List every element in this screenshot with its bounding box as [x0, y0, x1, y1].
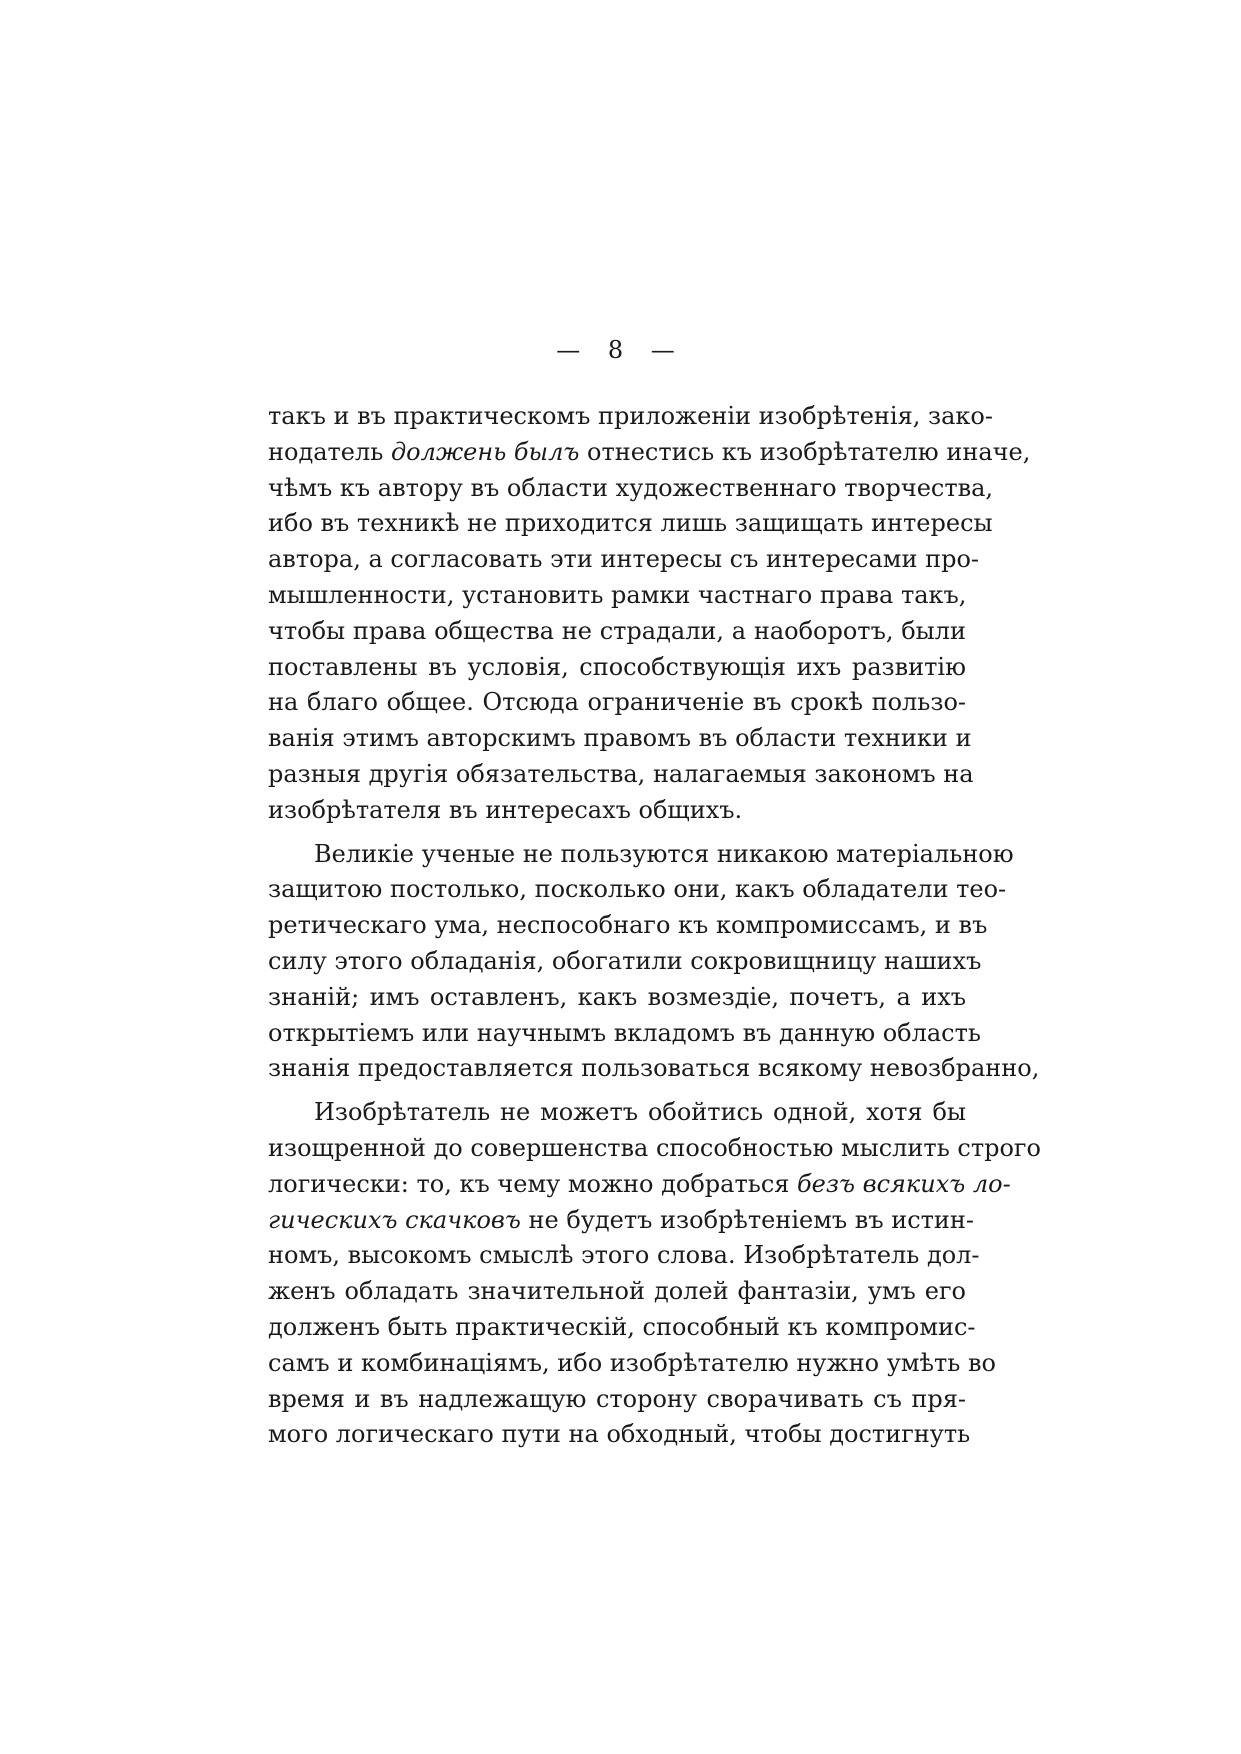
paragraph-3 — [268, 1095, 1041, 1453]
text-line: Изобрѣтатель не можетъ обойтись одной, хотя бы — [314, 1098, 966, 1127]
text-line: мышленности, установить рамки частнаго права такъ, — [268, 580, 967, 609]
text-line: силу этого обладанiя, обогатили сокровищницу нашихъ — [268, 946, 982, 975]
text-line: поставлены въ условiя, способствующiя ихъ развитiю — [268, 652, 966, 681]
text-line: такъ и въ практическомъ приложенiи изобрѣтенiя, зако- — [268, 402, 993, 430]
text-line: знанiй; имъ оставленъ, какъ возмездiе, почетъ, а ихъ — [268, 982, 966, 1011]
paragraph-1 — [268, 399, 1031, 829]
text-line: долженъ быть практическiй, способный къ компромис- — [268, 1312, 976, 1341]
emphasis: гическихъ скачковъ — [268, 1205, 521, 1234]
text-line: нодатель должень былъ отнестись къ изобрѣтателю иначе, — [268, 437, 1031, 466]
text-line: автора, а согласовать эти интересы съ интересами про- — [268, 545, 980, 574]
text-line: мого логическаго пути на обходный, чтобы достигнуть — [268, 1420, 971, 1449]
text-line: гическихъ скачковъ не будетъ изобрѣтенiемъ въ истин- — [268, 1205, 975, 1234]
text-line: изощренной до совершенства способностью мыслить строго — [268, 1133, 1041, 1162]
emphasis: безъ всякихъ ло- — [797, 1169, 1011, 1198]
text-line: изобрѣтателя въ интересахъ общихъ. — [268, 795, 743, 824]
text-line: ибо въ техникѣ не приходится лишь защищать интересы — [268, 509, 993, 538]
text-line: знанiя предоставляется пользоваться всякому невозбранно, — [268, 1054, 1040, 1083]
text-line: ретическаго ума, неспособнаго къ компромиссамъ, и въ — [268, 911, 988, 940]
body-text — [268, 399, 1041, 1453]
text-line: чѣмъ къ автору въ области художественнаго творчества, — [268, 473, 994, 502]
text-line: номъ, высокомъ смыслѣ этого слова. Изобрѣтатель дол- — [268, 1241, 980, 1270]
text-line: на благо общее. Отсюда ограниченiе въ срокѣ пользо- — [268, 688, 966, 717]
text-line: чтобы права общества не страдали, а наоборотъ, были — [268, 616, 966, 645]
emphasis: должень былъ — [390, 437, 580, 466]
text-line: защитою постолько, посколько они, какъ обладатели тео- — [268, 875, 1007, 904]
text-line: Великiе ученые не пользуются никакою матерiальною — [314, 839, 1014, 868]
text-line: женъ обладать значительной долей фантазiи, умъ его — [268, 1277, 966, 1306]
text-line: открытiемъ или научнымъ вкладомъ въ данную область — [268, 1018, 981, 1047]
text-line: самъ и комбинацiямъ, ибо изобрѣтателю нужно умѣть во — [268, 1348, 996, 1377]
text-line: разныя другiя обязательства, налагаемыя закономъ на — [268, 759, 974, 788]
text-line: время и въ надлежащую сторону сворачивать съ пря- — [268, 1384, 966, 1413]
page-number: — 8 — — [556, 336, 685, 364]
text-line: ванiя этимъ авторскимъ правомъ въ области техники и — [268, 724, 972, 753]
text-line: логически: то, къ чему можно добраться безъ всякихъ ло- — [268, 1169, 1011, 1198]
paragraph-2 — [268, 837, 1040, 1088]
